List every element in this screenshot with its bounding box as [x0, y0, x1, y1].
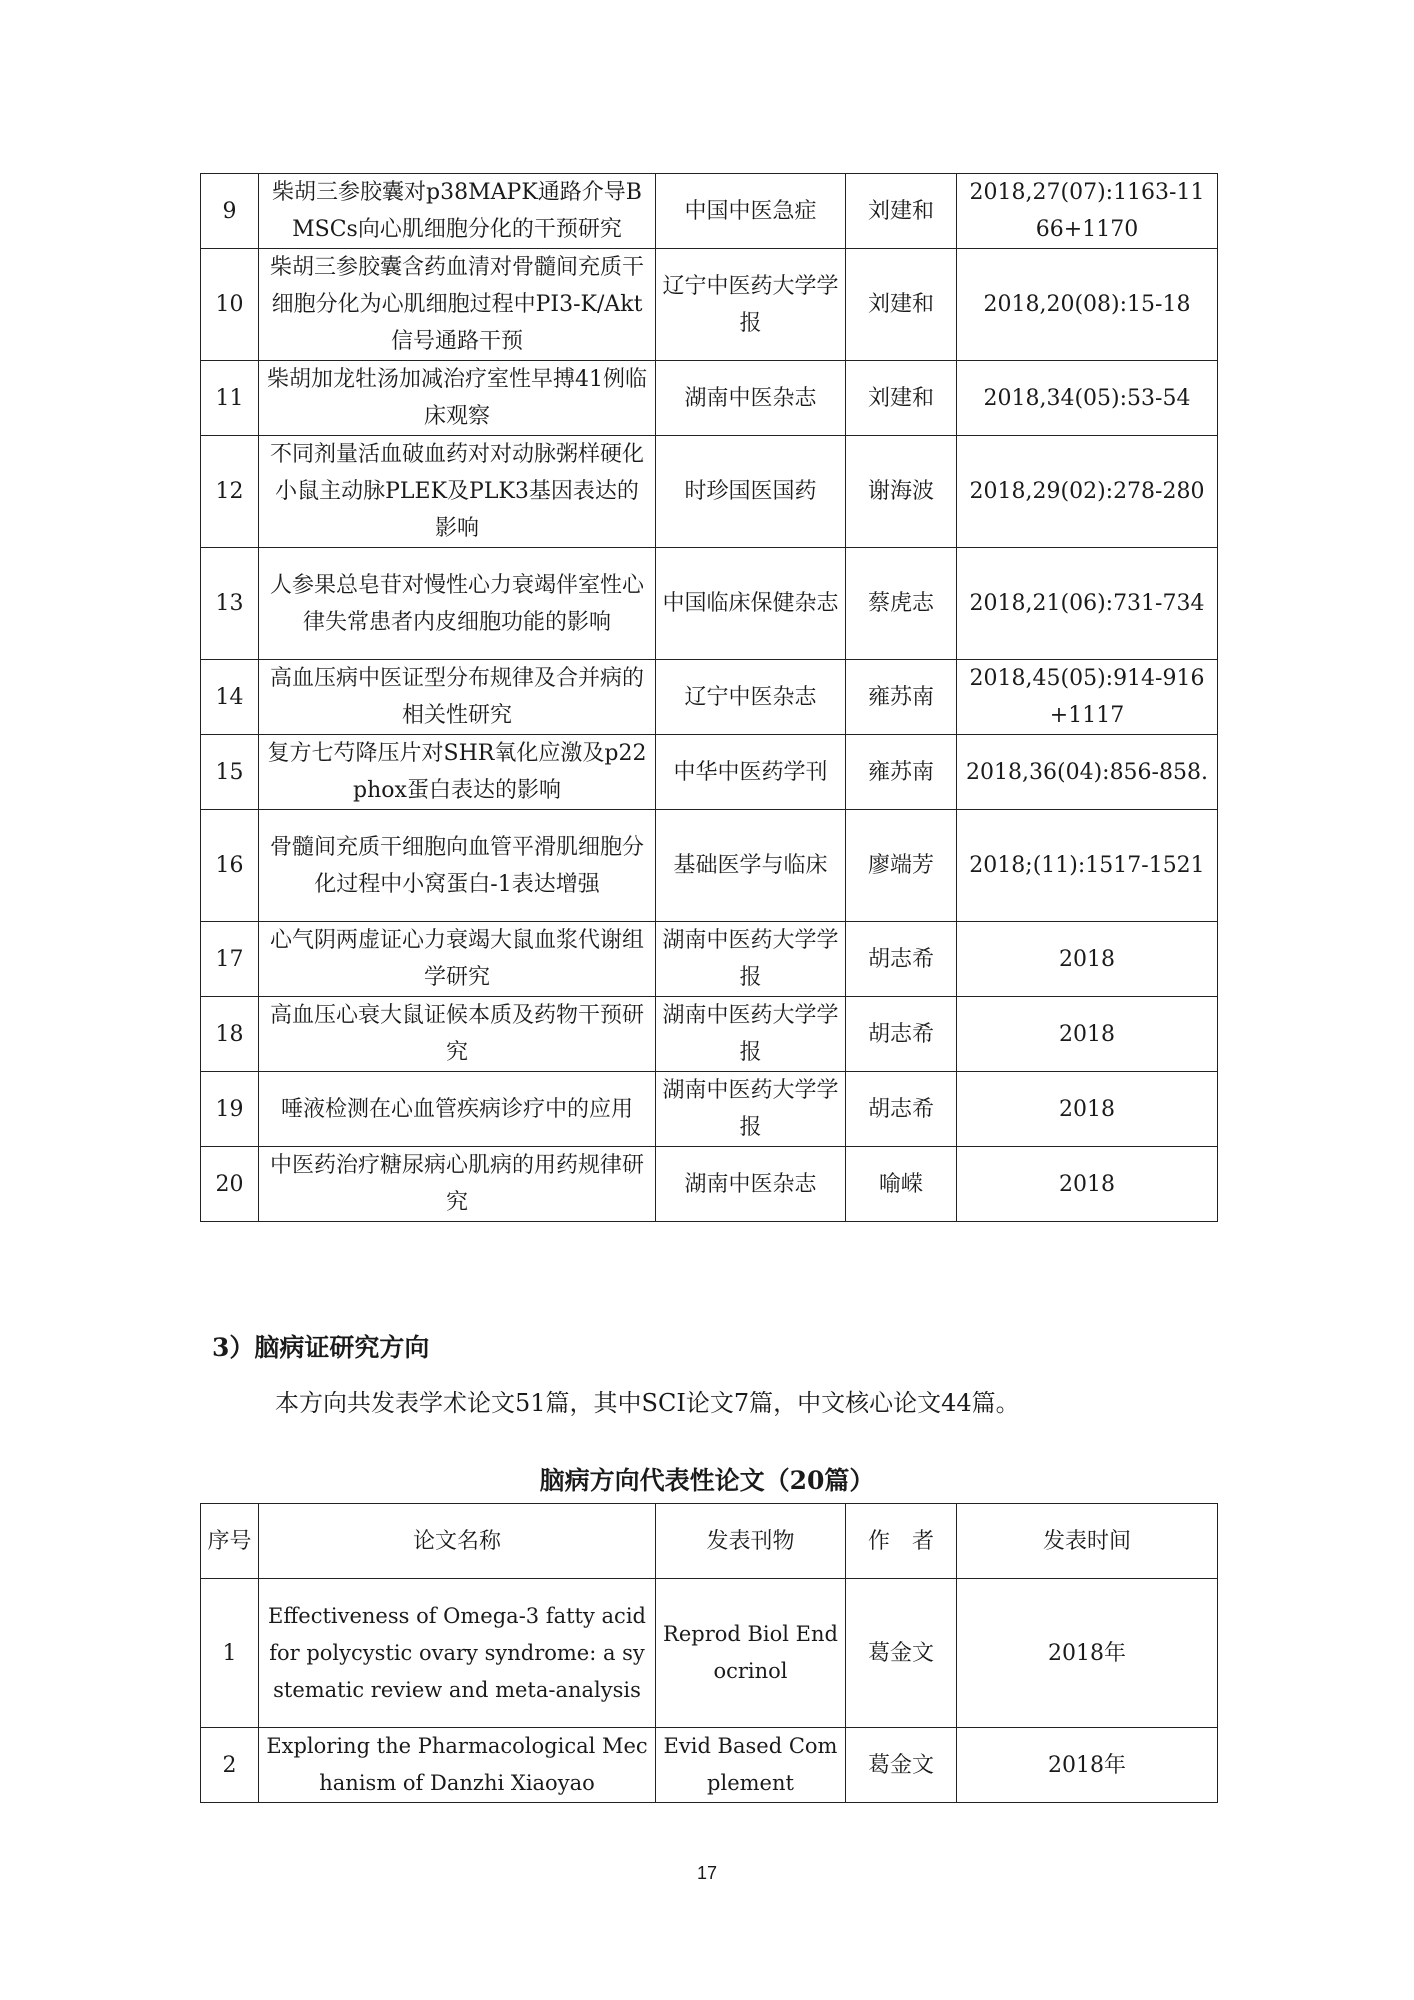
table-row: [201, 660, 1218, 735]
author-name: 谢海波: [846, 436, 957, 548]
row-number: 20: [201, 1147, 259, 1222]
publication-date: 2018年: [957, 1579, 1218, 1728]
publication-date: 2018,34(05):53-54: [957, 361, 1218, 436]
journal-name: 时珍国医国药: [656, 436, 846, 548]
row-number: 15: [201, 735, 259, 810]
table-row: [201, 997, 1218, 1072]
header-date: 发表时间: [957, 1504, 1218, 1579]
journal-name: 中国临床保健杂志: [656, 548, 846, 660]
publication-date: 2018: [957, 1072, 1218, 1147]
publication-date: 2018,36(04):856-858.: [957, 735, 1218, 810]
row-number: 11: [201, 361, 259, 436]
table-row: [201, 436, 1218, 548]
table-header-row: [201, 1504, 1218, 1579]
papers-table-continued: [200, 173, 1218, 1222]
author-name: 胡志希: [846, 997, 957, 1072]
paper-title: 唾液检测在心血管疾病诊疗中的应用: [259, 1072, 656, 1147]
journal-name: 湖南中医杂志: [656, 1147, 846, 1222]
table-caption: 脑病方向代表性论文（20篇）: [539, 1466, 875, 1495]
publication-date: 2018,20(08):15-18: [957, 249, 1218, 361]
table-row: [201, 1579, 1218, 1728]
row-number: 1: [201, 1579, 259, 1728]
table-row: [201, 548, 1218, 660]
table-row: [201, 174, 1218, 249]
author-name: 刘建和: [846, 174, 957, 249]
journal-name: 中国中医急症: [656, 174, 846, 249]
publication-date: 2018: [957, 1147, 1218, 1222]
journal-name: 辽宁中医杂志: [656, 660, 846, 735]
table-row: [201, 1728, 1218, 1803]
row-number: 14: [201, 660, 259, 735]
publication-date: 2018: [957, 922, 1218, 997]
row-number: 2: [201, 1728, 259, 1803]
author-name: 葛金文: [846, 1728, 957, 1803]
paper-title: 不同剂量活血破血药对对动脉粥样硬化小鼠主动脉PLEK及PLK3基因表达的影响: [259, 436, 656, 548]
author-name: 刘建和: [846, 361, 957, 436]
publication-date: 2018: [957, 997, 1218, 1072]
paper-title: 高血压心衰大鼠证候本质及药物干预研究: [259, 997, 656, 1072]
section-summary: 本方向共发表学术论文51篇，其中SCI论文7篇，中文核心论文44篇。: [275, 1389, 1020, 1417]
paper-title: 中医药治疗糖尿病心肌病的用药规律研究: [259, 1147, 656, 1222]
author-name: 廖端芳: [846, 810, 957, 922]
journal-name: 中华中医药学刊: [656, 735, 846, 810]
row-number: 19: [201, 1072, 259, 1147]
table-row: [201, 810, 1218, 922]
table-row: [201, 922, 1218, 997]
author-name: 蔡虎志: [846, 548, 957, 660]
table-row: [201, 1072, 1218, 1147]
journal-name: 湖南中医杂志: [656, 361, 846, 436]
author-name: 胡志希: [846, 922, 957, 997]
paper-title: Exploring the Pharmacological Mechanism of Danzhi Xiaoyao: [259, 1728, 656, 1803]
row-number: 18: [201, 997, 259, 1072]
paper-title: 柴胡加龙牡汤加减治疗室性早搏41例临床观察: [259, 361, 656, 436]
section-heading: 3）脑病证研究方向: [212, 1333, 430, 1362]
author-name: 胡志希: [846, 1072, 957, 1147]
journal-name: 基础医学与临床: [656, 810, 846, 922]
page-number: 17: [696, 1863, 718, 1883]
paper-title: 骨髓间充质干细胞向血管平滑肌细胞分化过程中小窝蛋白-1表达增强: [259, 810, 656, 922]
header-journal: 发表刊物: [656, 1504, 846, 1579]
header-no: 序号: [201, 1504, 259, 1579]
journal-name: Reprod Biol Endocrinol: [656, 1579, 846, 1728]
publication-date: 2018年: [957, 1728, 1218, 1803]
header-author: 作 者: [846, 1504, 957, 1579]
table-row: [201, 735, 1218, 810]
brain-disease-papers-table: [200, 1503, 1218, 1803]
paper-title: 人参果总皂苷对慢性心力衰竭伴室性心律失常患者内皮细胞功能的影响: [259, 548, 656, 660]
publication-date: 2018,29(02):278-280: [957, 436, 1218, 548]
author-name: 雍苏南: [846, 660, 957, 735]
journal-name: 辽宁中医药大学学报: [656, 249, 846, 361]
table-row: [201, 361, 1218, 436]
author-name: 喻嵘: [846, 1147, 957, 1222]
journal-name: 湖南中医药大学学报: [656, 1072, 846, 1147]
author-name: 雍苏南: [846, 735, 957, 810]
table-row: [201, 1147, 1218, 1222]
row-number: 12: [201, 436, 259, 548]
row-number: 13: [201, 548, 259, 660]
paper-title: 柴胡三参胶囊对p38MAPK通路介导BMSCs向心肌细胞分化的干预研究: [259, 174, 656, 249]
paper-title: 复方七芍降压片对SHR氧化应激及p22phox蛋白表达的影响: [259, 735, 656, 810]
paper-title: 高血压病中医证型分布规律及合并病的相关性研究: [259, 660, 656, 735]
row-number: 9: [201, 174, 259, 249]
author-name: 葛金文: [846, 1579, 957, 1728]
publication-date: 2018,27(07):1163-1166+1170: [957, 174, 1218, 249]
table-row: [201, 249, 1218, 361]
header-title: 论文名称: [259, 1504, 656, 1579]
journal-name: Evid Based Complement: [656, 1728, 846, 1803]
publication-date: 2018,45(05):914-916+1117: [957, 660, 1218, 735]
row-number: 10: [201, 249, 259, 361]
journal-name: 湖南中医药大学学报: [656, 997, 846, 1072]
author-name: 刘建和: [846, 249, 957, 361]
row-number: 17: [201, 922, 259, 997]
publication-date: 2018;(11):1517-1521: [957, 810, 1218, 922]
publication-date: 2018,21(06):731-734: [957, 548, 1218, 660]
journal-name: 湖南中医药大学学报: [656, 922, 846, 997]
row-number: 16: [201, 810, 259, 922]
paper-title: 柴胡三参胶囊含药血清对骨髓间充质干细胞分化为心肌细胞过程中PI3-K/Akt信号通路干预: [259, 249, 656, 361]
paper-title: Effectiveness of Omega-3 fatty acid for polycystic ovary syndrome: a systematic review and meta-analysis: [259, 1579, 656, 1728]
paper-title: 心气阴两虚证心力衰竭大鼠血浆代谢组学研究: [259, 922, 656, 997]
